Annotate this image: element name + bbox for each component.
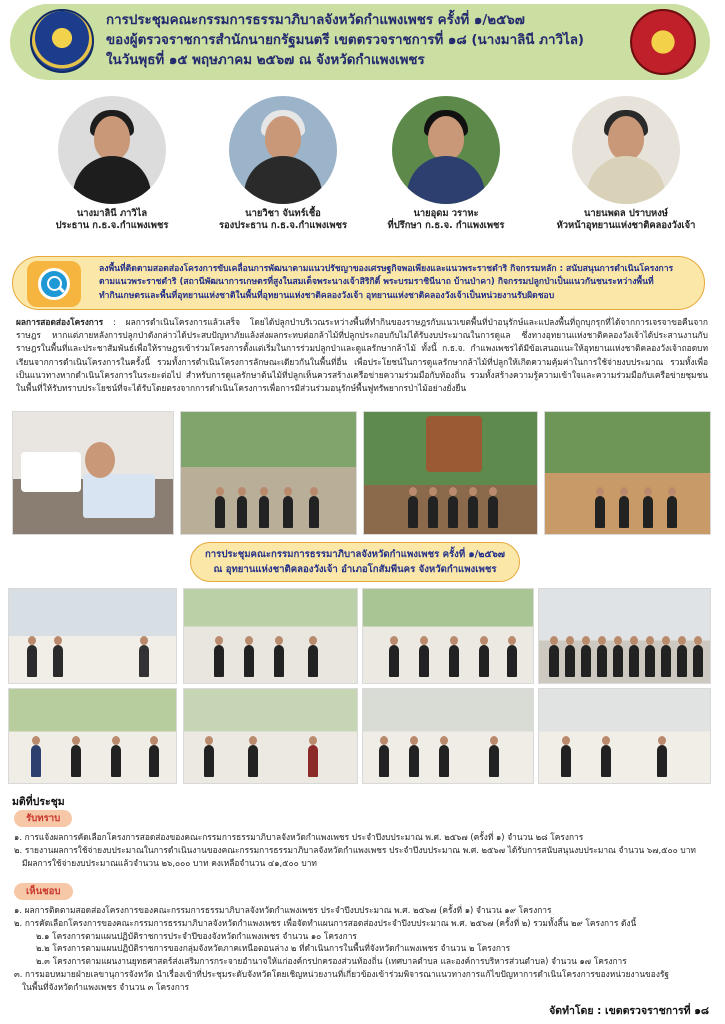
meeting-label [190,542,520,582]
person-card-advisor [371,96,521,232]
header-banner [10,4,710,80]
person-name: นายอุดม วราหะ [413,208,479,219]
meeting-label-line-2: ณ อุทยานแห่งชาติคลองวังเจ้า อำเภอโกสัมพีนคร จังหวัดกำแพงเพชร [213,564,497,575]
topic-line-3: ทำกินเกษตรและพื้นที่อุทยานแห่งชาติในพื้นที่อุทยานแห่งชาติคลองวังเจ้า อุทยานแห่งชาติคลองวังเจ้าเป็นหน่วยงานรับผิดชอบ [99,290,555,301]
topic-banner [12,256,705,310]
list-item: ๒. รายงานผลการใช้จ่ายงบประมาณในการดำเนินงานของคณะกรรมการธรรมาภิบาลจังหวัดกำแพงเพชร ประจำปีงบประมาณ พ.ศ. ๒๕๖๗ ได้รับการสนับสนุนงบประมาณ จำนวน ๖๗,๕๐๐ บาท [14,844,696,855]
person-name: นางมาลินี ภาวิไล [76,208,148,219]
topic-line-1: ลงพื้นที่ติดตามสอดส่องโครงการขับเคลื่อนการพัฒนาตามแนวปรัชญาของเศรษฐกิจพอเพียงและแนวพระราชดำริ กิจกรรมหลัก : สนับสนุนการดำเนินโครงการ [99,264,674,274]
header-line-2: ของผู้ตรวจราชการสำนักนายกรัฐมนตรี เขตตรวจราชการที่ ๑๘ (นางมาลินี ภาวิไล) [106,33,585,48]
list-item: ๒.๒ โครงการตามแผนปฏิบัติราชการของกลุ่มจังหวัดภาคเหนือตอนล่าง ๒ ที่ดำเนินการในพื้นที่จังหวัดกำแพงเพชร จำนวน ๒ โครงการ [36,943,511,954]
photo-group [538,588,711,684]
acknowledged-pill: รับทราบ [14,810,72,827]
result-paragraph [16,316,708,395]
person-name: นายนพดล ปราบหงษ์ [584,208,668,219]
person-role: รองประธาน ก.ธ.จ.กำแพงเพชร [218,220,348,231]
person-card-vice-chair [208,96,358,232]
person-role: ที่ปรึกษา ก.ธ.จ. กำแพงเพชร [387,220,505,231]
avatar [572,96,680,204]
list-item: มีผลการใช้จ่ายงบประมาณแล้วจำนวน ๒๖,๐๐๐ บาท คงเหลือจำนวน ๔๑,๕๐๐ บาท [22,857,317,868]
approved-pill: เห็นชอบ [14,883,73,900]
photo-meeting-3 [362,588,534,684]
photo-walk-path [180,411,357,535]
magnifier-icon [27,261,81,307]
person-name: นายวิชา จันทร์เชื้อ [245,208,321,219]
photo-meeting-7 [538,688,711,784]
person-role: หัวหน้าอุทยานแห่งชาติคลองวังเจ้า [556,220,696,231]
avatar [229,96,337,204]
photo-meeting-4 [8,688,177,784]
approved-list [14,904,714,994]
avatar [58,96,166,204]
header-line-3: ในวันพุธที่ ๑๕ พฤษภาคม ๒๕๖๗ ณ จังหวัดกำแพงเพชร [106,53,425,68]
avatar [392,96,500,204]
person-card-chair [37,96,187,232]
photo-park-gate [363,411,538,535]
topic-line-2: ตามแนวพระราชดำริ (สถานีพัฒนาการเกษตรที่สูงในสมเด็จพระนางเจ้าสิริกิติ์ พระบรมราชินีนาถ บ้านป่าคา) กิจกรรมปลูกป่าเป็นแนวกันชนระหว่างพื้นที่ [99,277,654,288]
photo-meeting-6 [362,688,534,784]
list-item: ๒.๓ โครงการตามแผนงานยุทธศาสตร์ส่งเสริมการกระจายอำนาจให้แก่องค์กรปกครองส่วนท้องถิ่น (เทศบาลตำบล และองค์การบริหารส่วนตำบล) จำนวน ๑๗ โครงการ [36,956,627,967]
topic-text [99,263,695,303]
photo-meeting-1 [8,588,177,684]
list-item: ๒. การคัดเลือกโครงการของคณะกรรมการธรรมาภิบาลจังหวัดกำแพงเพชร เพื่อจัดทำแผนการสอดส่องประจำปีงบประมาณ พ.ศ. ๒๕๖๗ (ครั้งที่ ๒) รวมทั้งสิ้น ๒๙ โครงการ ดังนี้ [14,917,637,928]
photo-meeting-5 [183,688,358,784]
list-item: ๒.๑ โครงการตามแผนปฏิบัติราชการประจำปีของจังหวัดกำแพงเพชร จำนวน ๑๐ โครงการ [36,930,357,941]
office-seal-icon [630,9,696,75]
result-label: ผลการสอดส่องโครงการ [16,317,104,327]
list-item: ๓. การมอบหมายฝ่ายเลขานุการจังหวัด นำเรื่องเข้าที่ประชุมระดับจังหวัดโดยเชิญหน่วยงานที่เกี่ยวข้องเข้าร่วมพิจารณาแนวทางการแก้ไขปัญหาการดำเนินโครงการของหน่วยงานของรัฐ [14,968,670,979]
person-card-park-chief [551,96,701,232]
list-item: ๑. การแจ้งผลการคัดเลือกโครงการสอดส่องของคณะกรรมการธรรมาภิบาลจังหวัดกำแพงเพชร ประจำปีงบประมาณ พ.ศ. ๒๕๖๗ (ครั้งที่ ๑) จำนวน ๒๘ โครงการ [14,832,584,842]
person-role: ประธาน ก.ธ.จ.กำแพงเพชร [55,220,169,231]
province-seal-icon [30,9,94,73]
list-item: ๑. ผลการติดตามสอดส่องโครงการของคณะกรรมการธรรมาภิบาลจังหวัดกำแพงเพชร ประจำปีงบประมาณ พ.ศ. ๒๕๖๗ (ครั้งที่ ๑) จำนวน ๑๙ โครงการ [14,905,552,915]
acknowledged-list [14,831,714,869]
meeting-label-line-1: การประชุมคณะกรรมการธรรมาภิบาลจังหวัดกำแพงเพชร ครั้งที่ ๑/๒๕๖๗ [204,549,506,560]
photo-meeting-2 [183,588,358,684]
result-text: : ผลการดำเนินโครงการแล้วเสร็จ โดยได้ปลูกป่าบริเวณระหว่างพื้นที่ทำกินของราษฎรกับแนวเขตพื้นที่ป่าอนุรักษ์และแปลงพื้นที่ถูกบุกรุกที่ได้จากการเจรจาขอคืนจากราษฎร หากแต่ภายหลังการปลูกป่าดังกล่าวได้ประสบปัญหาภัยแล้งส่งผลกระทบต่อกล้าไม้ที่ปลูกประกอบกับไม่ได้รับงบประมาณในการดูแล ซึ่งทางอุทยานแห่งชาติคลองวังเจ้าได้ประสานงานกับราษฎรในพื้นที่และประชาสัมพันธ์เพื่อให้ราษฎรเข้าร่วมโครงการตั้งแต่เริ่มในการร่วมปลูกป่าและดูแลรักษากล้าไม้ ทั้งนี้ ก.ธ.จ. กำแพงเพชรได้มีข้อเสนอแนะให้อุทยานแห่งชาติคลองวังเจ้าถอดบทเรียนจากการดำเนินโครงการในครั้งนี้ รวมทั้งการดำเนินโครงการลักษณะเดียวกันในพื้นที่อื่น เพื่อประโยชน์ในการดูแลรักษากล้าไม้ที่ปลูกให้เกิดความคุ้มค่าในการใช้จ่ายงบประมาณ รวมทั้งเพื่อเป็นแนวทางหากดำเนินโครงการในระยะต่อไป สำหรับการดูแลรักษาต้นไม้ที่ปลูกเห็นควรสร้างเครือข่ายความร่วมมือกับท้องถิ่น รวมทั้งสร้างความรู้ความเข้าใจและความร่วมมือกับเครือข่ายชุมชนในพื้นที่ให้รับทราบประโยชน์ที่จะได้รับโดยตรงจากการดำเนินโครงการเพื่อการมีส่วนร่วมอนุรักษ์พื้นฟูทรัพยากรป่าไม้อย่างยั่งยืน [16,317,708,394]
photo-site-meeting [12,411,174,535]
resolution-title: มติที่ประชุม [12,796,65,808]
photo-bridge [544,411,711,535]
header-title [106,11,626,71]
list-item: ในพื้นที่จังหวัดกำแพงเพชร จำนวน ๓ โครงการ [22,981,190,992]
footer-credit: จัดทำโดย : เขตตรวจราชการที่ ๑๘ [549,1005,709,1017]
header-line-1: การประชุมคณะกรรมการธรรมาภิบาลจังหวัดกำแพงเพชร ครั้งที่ ๑/๒๕๖๗ [106,13,525,28]
